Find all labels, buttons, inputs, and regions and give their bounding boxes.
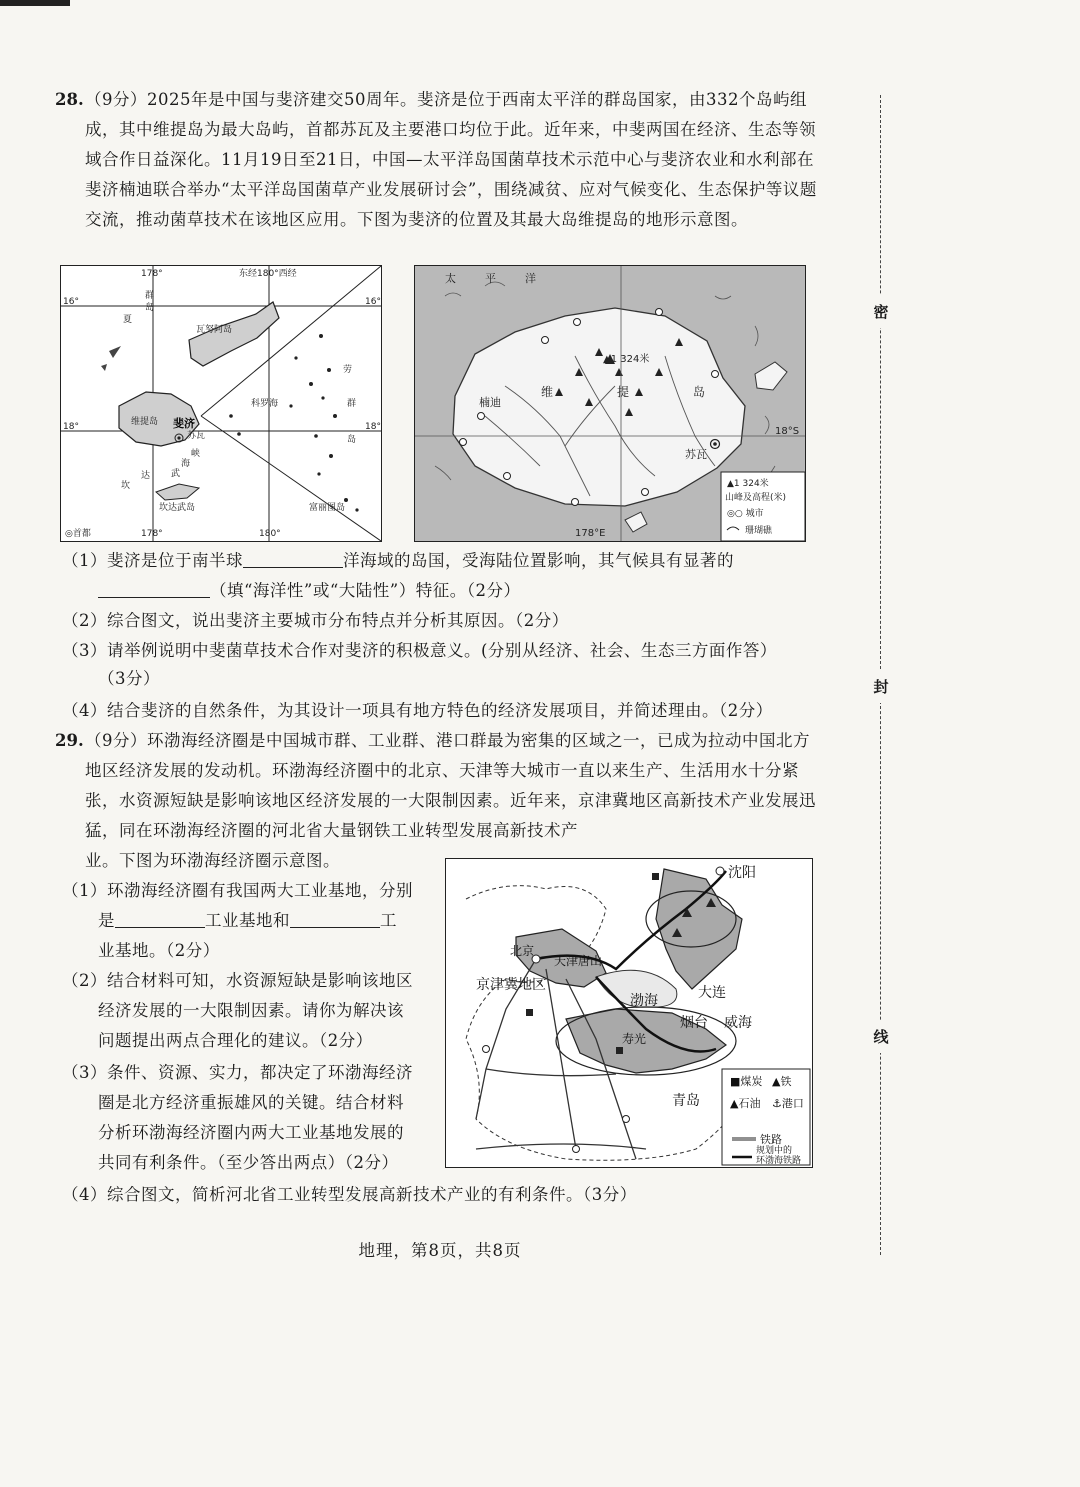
fulitong-label: 富丽图岛 [309,503,346,513]
lat-16-right: 16° [365,297,381,307]
legend-coal: ■煤炭 [730,1075,763,1088]
qingdao-label: 青岛 [672,1093,700,1109]
dalian-label: 大连 [698,985,726,1001]
lau-char-2: 群 [347,399,357,409]
binding-char-xian: 线 [870,1020,892,1053]
weihai-label: 威海 [724,1015,752,1031]
fiji-location-map [60,265,382,542]
legend-city: ◎○ 城市 [727,509,764,519]
corner-mark [0,0,70,6]
q29-sub2-line3: 问题提出两点合理化的建议。（2分） [98,1031,373,1050]
q28-sub2: （2）综合图文，说出斐济主要城市分布特点并分析其原因。（2分） [62,611,569,630]
lau-char-1: 劳 [343,365,353,375]
lat-18s-label: 18°S [775,426,800,437]
q29-sub1-line1: （1）环渤海经济圈有我国两大工业基地，分别 [62,881,413,900]
strait-char-1: 武 [171,469,181,479]
binding-char-feng: 封 [870,670,892,703]
fiji-label: 斐济 [173,417,195,430]
koro-sea-label: 科罗海 [251,399,279,409]
q29-sub3-line3: 分析环渤海经济圈内两大工业基地发展的 [98,1123,404,1142]
viti-char-2: 提 [617,385,630,399]
lat-18-left: 18° [63,422,79,432]
q28-intro: （9分）2025年是中国与斐济建交50周年。斐济是位于西南太平洋的群岛国家，由332个岛屿组成，其中维提岛为最大岛屿，首都苏瓦及主要港口均位于此。近年来，中斐两国在经济、生态等领域合作日益深化。11月19日至21日，中国—太平洋岛国菌草技术示范中心与斐济农业和水利部在斐济楠迪联合举办“太平洋岛国菌草产业发展研讨会”，围绕减贫、应对气候变化、生态保护等议题交流，推动菌草技术在该地区应用。下图为斐济的位置及其最大岛维提岛的地形示意图。 [85,90,817,229]
legend-peak-desc: 山峰及高程(米) [725,493,787,503]
legend-planned-1: 规划中的 [756,1146,793,1156]
lon-178e-label: 178°E [575,528,606,539]
q29-sub2-line1: （2）结合材料可知，水资源短缺是影响该地区 [62,971,413,990]
answer-blank-base2[interactable] [290,907,380,928]
legend-iron: ▲铁 [772,1075,792,1088]
q29-number: 29. [55,731,84,750]
pacific-char-1: 太 [445,272,456,285]
lon-178-bottom: 178° [141,529,163,539]
kadavu-label: 坎达武岛 [159,503,196,513]
strait-char-3: 峡 [191,449,201,459]
q29-sub3-line4: 共同有利条件。（至少答出两点）（2分） [98,1153,399,1172]
yantai-label: 烟台 [680,1015,708,1031]
beijing-label: 北京 [510,944,535,958]
q29-sub1-line3: 业基地。（2分） [98,941,220,960]
q28-sub3-line1: （3）请举例说明中斐菌草技术合作对斐济的积极意义。(分别从经济、社会、生态三方面作答） [62,641,777,660]
q29-sub3-line1: （3）条件、资源、实力，都决定了环渤海经济 [62,1063,413,1082]
legend-planned-2: 环渤海铁路 [756,1156,802,1166]
q29-intro-tail: 业。下图为环渤海经济圈示意图。 [85,851,340,870]
bohai-sea-label: 渤海 [630,993,658,1009]
answer-blank-ocean[interactable] [243,547,343,568]
suva-label: 苏瓦 [187,431,206,441]
bohai-economic-map [445,858,813,1168]
binding-char-mi: 密 [870,295,892,328]
viti-levu-terrain-map [414,265,806,542]
q28-sub3-line2: （3分） [98,669,160,688]
legend-port: ⚓港口 [772,1097,804,1110]
q29-sub4: （4）综合图文，简析河北省工业转型发展高新技术产业的有利条件。（3分） [62,1185,637,1204]
jingjinji-label: 京津冀地区 [476,977,546,993]
shouguang-label: 寿光 [622,1032,647,1046]
answer-blank-base1[interactable] [115,907,205,928]
ise-char-1: 群 [145,291,155,301]
lat-18-right: 18° [365,422,381,432]
ise-char-2: 岛 [145,303,155,313]
vanua-levu-label: 瓦努阿岛 [196,325,233,335]
lon-180-bottom: 180° [259,529,281,539]
da-char: 达 [141,471,151,481]
legend-peak: ▲1 324米 [727,479,769,489]
pacific-char-2: 平 [485,272,496,285]
tianjin-tangshan-label: 天津唐山 [554,954,603,968]
viti-levu-label: 维提岛 [131,417,159,427]
pacific-char-3: 洋 [525,272,536,285]
q28-sub4: （4）结合斐济的自然条件，为其设计一项具有地方特色的经济发展项目，并简述理由。（2分） [62,701,773,720]
lon-178-top: 178° [141,269,163,279]
lau-char-3: 岛 [347,435,357,445]
suva-terrain-label: 苏瓦 [685,448,707,461]
shenyang-label: 沈阳 [728,865,756,881]
kan-char: 坎 [121,481,131,491]
legend-reef: 珊瑚礁 [745,526,773,536]
strait-char-2: 海 [181,459,191,469]
peak-label: ▲1 324米 [603,354,650,365]
q28-number: 28. [55,90,84,109]
q29-intro: （9分）环渤海经济圈是中国城市群、工业群、港口群最为密集的区域之一，已成为拉动中国北方地区经济发展的发动机。环渤海经济圈中的北京、天津等大城市一直以来生产、生活用水十分紧张，水资源短缺是影响该地区经济发展的一大限制因素。近年来，京津冀地区高新技术产业发展迅猛，同在环渤海经济圈的河北省大量钢铁工业转型发展高新技术产 [85,731,816,840]
q29-sub3-line2: 圈是北方经济重振雄风的关键。结合材料 [98,1093,404,1112]
legend-rail: 铁路 [760,1133,782,1146]
nadi-label: 楠迪 [479,396,501,409]
legend-oil: ▲石油 [730,1097,761,1110]
viti-char-3: 岛 [693,385,706,399]
page-footer: 地理，第8页，共8页 [358,1241,522,1260]
side-char-label: 夏 [123,315,133,325]
answer-blank-climate[interactable] [98,577,210,598]
lat-16-left: 16° [63,297,79,307]
capital-legend: ◎首都 [65,529,91,539]
q28-sub1-line1: （1）斐济是位于南半球 洋海域的岛国，受海陆位置影响，其气候具有显著的 [62,546,734,576]
meridian-label: 东经180°西经 [239,269,297,279]
q29-sub1-line2: 是 工业基地和 工 [98,906,397,936]
viti-char-1: 维 [541,385,554,399]
q29-sub2-line2: 经济发展的一大限制因素。请你为解决该 [98,1001,404,1020]
q28-sub1-line2: （填“海洋性”或“大陆性”）特征。（2分） [98,576,521,606]
